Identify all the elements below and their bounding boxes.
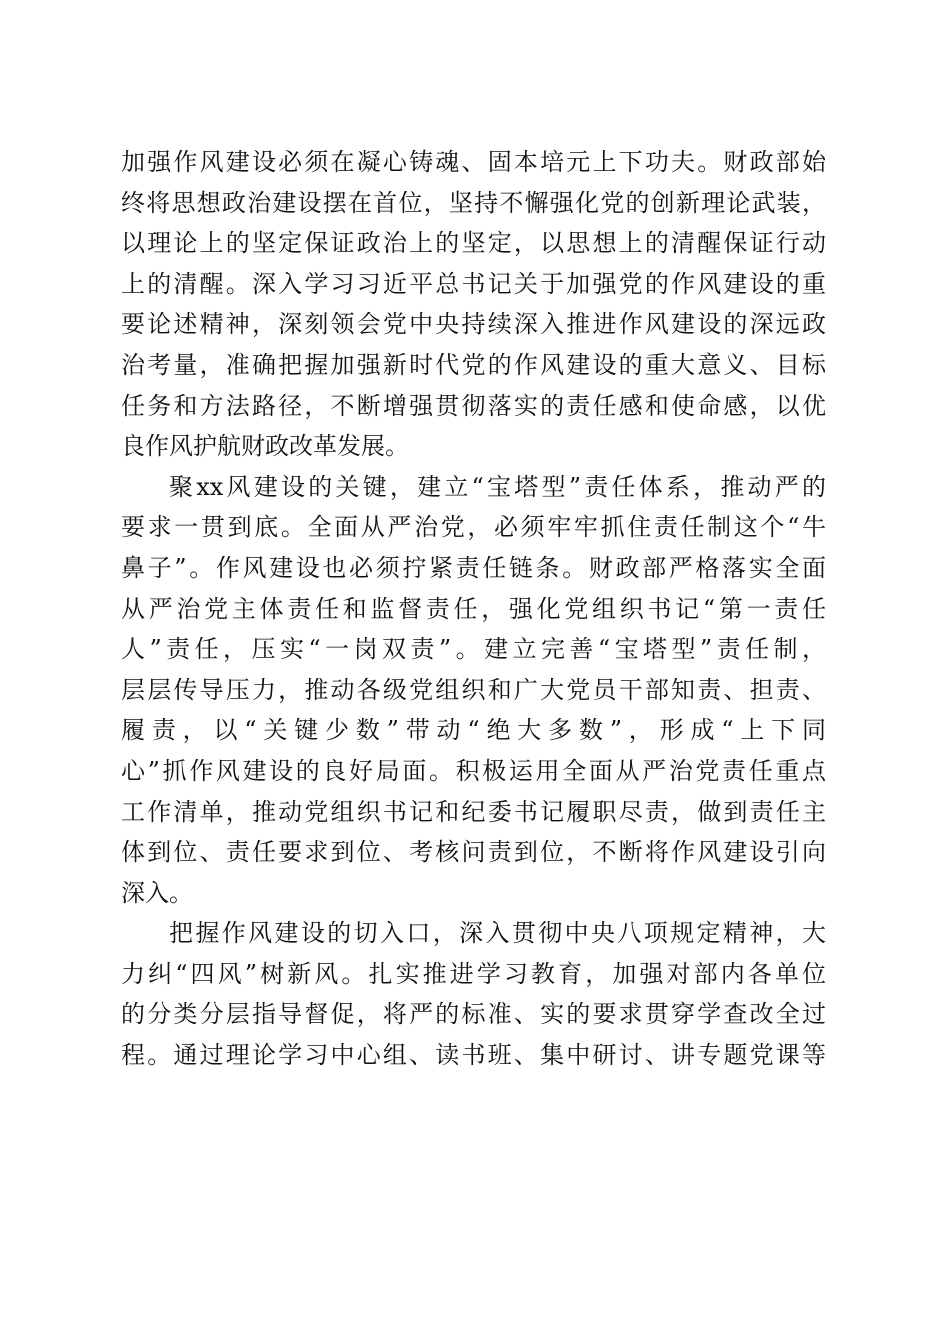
paragraph-2-line-4: 从严治党主体责任和监督责任，强化党组织书记“第一责任 [121,594,826,623]
paragraph-2-line-6: 层层传导压力，推动各级党组织和广大党员干部知责、担责、 [121,675,826,704]
paragraph-3-line-2: 力纠“四风”树新风。扎实推进学习教育，加强对部内各单位 [121,959,826,988]
paragraph-1-line-8: 良作风护航财政改革发展。 [121,432,409,461]
paragraph-1-line-4: 上的清醒。深入学习习近平总书记关于加强党的作风建设的重 [121,269,826,298]
paragraph-2-line-2: 要求一贯到底。全面从严治党，必须牢牢抓住责任制这个“牛 [121,513,826,542]
document-body [121,142,826,1076]
paragraph-1-line-3: 以理论上的坚定保证政治上的坚定，以思想上的清醒保证行动 [121,229,826,258]
paragraph-3-line-3: 的分类分层指导督促，将严的标准、实的要求贯穿学查改全过 [121,1000,826,1029]
paragraph-1-line-2: 终将思想政治建设摆在首位，坚持不懈强化党的创新理论武装， [121,188,826,217]
paragraph-1-line-1: 加强作风建设必须在凝心铸魂、固本培元上下功夫。财政部始 [121,148,826,176]
paragraph-2-line-7: 履责，以“关键少数”带动“绝大多数”，形成“上下同 [121,716,826,745]
paragraph-2-line-11: 深入。 [121,878,193,907]
paragraph-2-line-5: 人”责任，压实“一岗双责”。建立完善“宝塔型”责任制， [121,635,826,664]
paragraph-2-line-9: 工作清单，推动党组织书记和纪委书记履职尽责，做到责任主 [121,797,826,826]
paragraph-2-line-8: 心”抓作风建设的良好局面。积极运用全面从严治党责任重点 [121,756,826,785]
paragraph-3-line-1: 把握作风建设的切入口，深入贯彻中央八项规定精神，大 [169,919,826,948]
paragraph-2-line-10: 体到位、责任要求到位、考核问责到位，不断将作风建设引向 [121,838,826,867]
paragraph-1-line-5: 要论述精神，深刻领会党中央持续深入推进作风建设的深远政 [121,310,826,339]
paragraph-2-line-3: 鼻子”。作风建设也必须拧紧责任链条。财政部严格落实全面 [121,553,826,582]
paragraph-1-line-6: 治考量，准确把握加强新时代党的作风建设的重大意义、目标 [121,350,826,379]
paragraph-3-line-4: 程。通过理论学习中心组、读书班、集中研讨、讲专题党课等 [121,1041,826,1070]
paragraph-1-line-7: 任务和方法路径，不断增强贯彻落实的责任感和使命感，以优 [121,391,826,420]
paragraph-2-line-1: 聚xx风建设的关键，建立“宝塔型”责任体系，推动严的 [169,472,826,501]
